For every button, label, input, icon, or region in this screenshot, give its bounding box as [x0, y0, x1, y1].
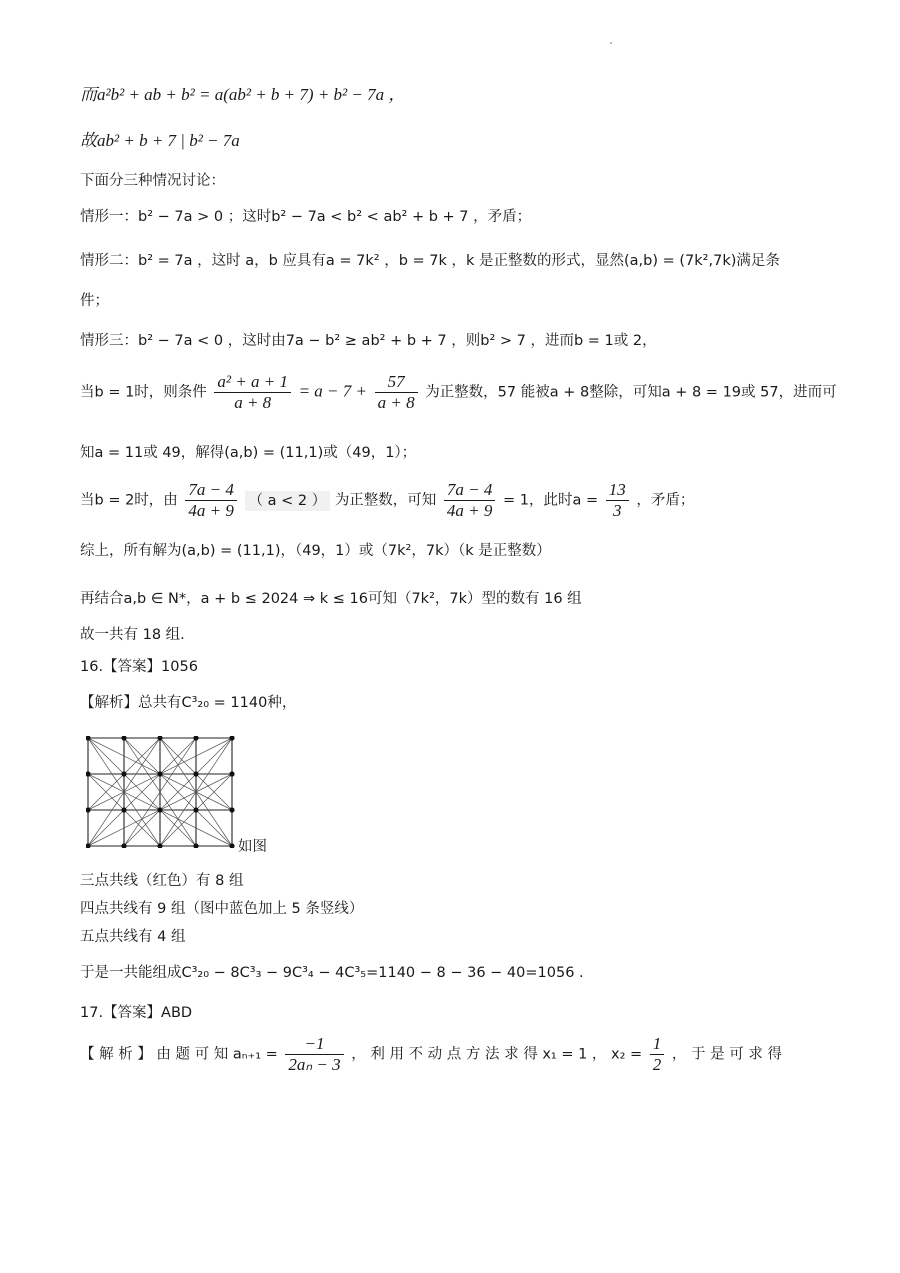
text-line-analysis-17	[80, 1034, 782, 1075]
text-line-final-count: 于是一共能组成C³₂₀ − 8C³₃ − 9C³₄ − 4C³₅=1140 − 8 − 36 − 40=1056 .	[80, 965, 584, 981]
b1-prefix: 当b = 1时，则条件	[80, 384, 207, 401]
fraction-minus1-over-2an-3	[285, 1034, 343, 1075]
fraction-numerator: 7a − 4	[444, 480, 495, 501]
text-line-combine: 再结合a,b ∈ N*，a + b ≤ 2024 ⇒ k ≤ 16可知（7k²，7k）型的数有 16 组	[80, 591, 582, 607]
fraction-denominator: 2aₙ − 3	[288, 1055, 341, 1074]
text-line-b-equals-2	[80, 480, 694, 521]
fraction-1-over-2	[650, 1034, 665, 1075]
equation-line-1: 而a²b² + ab + b² = a(ab² + b + 7) + b² − 7a ，	[80, 85, 406, 104]
fraction-numerator: −1	[285, 1034, 343, 1055]
text-line-three-collinear: 三点共线（红色）有 8 组	[80, 873, 244, 889]
text-line-a-values: 知a = 11或 49，解得(a,b) = (11,1)或（49，1）；	[80, 445, 417, 461]
text-line-total-combinations: 【解析】总共有C³₂₀ = 1140种，	[80, 695, 297, 711]
fraction-denominator: a + 8	[377, 393, 415, 412]
condition-a-less-2: （ a < 2 ）	[245, 491, 331, 511]
text-line-total-18: 故一共有 18 组.	[80, 627, 185, 643]
text-line-case-1: 情形一：b² − 7a > 0 ；这时b² − 7a < b² < ab² + b + 7 ，矛盾；	[80, 209, 532, 225]
text-line-b-equals-1	[80, 372, 837, 413]
figure-caption: 如图	[238, 839, 267, 855]
text-line-case-2: 情形二：b² = 7a ，这时 a，b 应具有a = 7k² ，b = 7k ，k 是正整数的形式，显然(a,b) = (7k²,7k)满足条	[80, 253, 780, 269]
fraction-denominator: a + 8	[234, 393, 272, 412]
fraction-numerator: 1	[650, 1034, 665, 1055]
analysis-17-suffix: ， 于 是 可 求 得	[671, 1046, 782, 1063]
fraction-numerator: a² + a + 1	[214, 372, 291, 393]
text-line-cases-intro: 下面分三种情况讨论：	[80, 173, 225, 189]
b2-middle: 为正整数，可知	[334, 492, 437, 509]
analysis-17-prefix: 【 解 析 】 由 题 可 知 aₙ₊₁ =	[80, 1046, 278, 1063]
fraction-13-over-3	[606, 480, 629, 521]
b1-middle: = a − 7 +	[298, 381, 367, 401]
fraction-numerator: 57	[375, 372, 418, 393]
fraction-7a-4-over-4a-9-second	[444, 480, 495, 521]
analysis-17-middle: ， 利 用 不 动 点 方 法 求 得 x₁ = 1 ， x₂ =	[351, 1046, 643, 1063]
b2-prefix: 当b = 2时，由	[80, 492, 178, 509]
text-line-summary: 综上，所有解为(a,b) = (11,1)，（49，1）或（7k²，7k）（k 是正整数）	[80, 543, 551, 559]
fraction-numerator: 13	[606, 480, 629, 501]
fraction-denominator: 4a + 9	[188, 501, 234, 520]
equation-line-2: 故ab² + b + 7 | b² − 7a	[80, 131, 240, 150]
answer-16-heading: 16.【答案】1056	[80, 659, 198, 675]
text-line-four-collinear: 四点共线有 9 组（图中蓝色加上 5 条竖线）	[80, 901, 364, 917]
fraction-denominator: 2	[652, 1055, 662, 1074]
text-line-case-2-cont: 件；	[80, 293, 109, 309]
point-grid-figure	[86, 736, 236, 848]
fraction-57-over-a-8	[375, 372, 418, 413]
scan-speck	[610, 42, 612, 44]
fraction-a2-a-1-over-a-8	[214, 372, 291, 413]
text-line-five-collinear: 五点共线有 4 组	[80, 929, 186, 945]
b2-middle-2: = 1，此时a =	[503, 492, 599, 509]
fraction-7a-4-over-4a-9	[185, 480, 236, 521]
answer-17-heading: 17.【答案】ABD	[80, 1005, 193, 1021]
fraction-denominator: 4a + 9	[446, 501, 493, 520]
b1-suffix: 为正整数，57 能被a + 8整除，可知a + 8 = 19或 57，进而可	[425, 384, 837, 401]
text-line-case-3: 情形三：b² − 7a < 0 ，这时由7a − b² ≥ ab² + b + 7 ，则b² > 7 ，进而b = 1或 2，	[80, 333, 657, 349]
b2-suffix: ，矛盾；	[636, 492, 695, 509]
fraction-denominator: 3	[613, 501, 622, 520]
fraction-numerator: 7a − 4	[185, 480, 236, 501]
